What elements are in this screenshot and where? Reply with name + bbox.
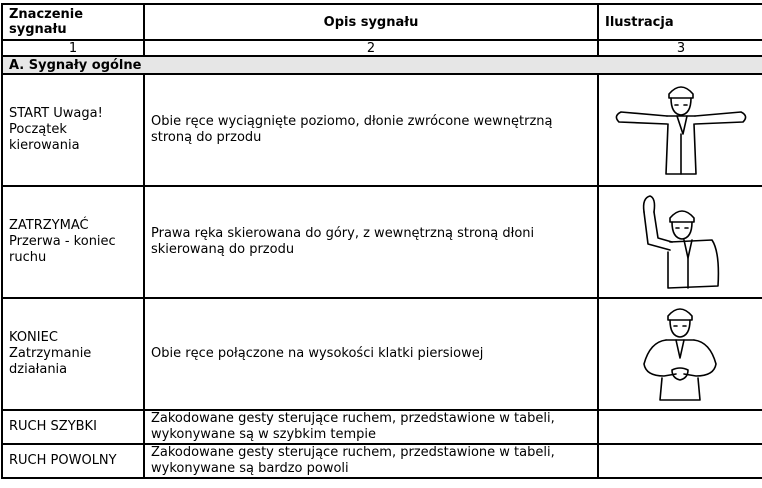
- signal-meaning: RUCH POWOLNY: [2, 444, 144, 478]
- signal-illustration: [598, 444, 762, 478]
- meaning-line: START Uwaga!: [9, 106, 103, 121]
- signals-table: [1, 3, 762, 479]
- header-meaning: Znaczenie sygnału: [2, 4, 144, 40]
- meaning-line: KONIEC: [9, 330, 58, 345]
- meaning-line: Początek: [9, 122, 67, 137]
- section-row: [2, 56, 762, 74]
- meaning-line: Zatrzymanie: [9, 346, 92, 361]
- hands-joined-chest-signal-icon: [626, 304, 736, 404]
- header-description: Opis sygnału: [144, 4, 598, 40]
- meaning-line: kierowania: [9, 138, 80, 153]
- column-number-3: 3: [598, 40, 762, 56]
- column-number-1: 1: [2, 40, 144, 56]
- meaning-line: Przerwa - koniec: [9, 234, 116, 249]
- signal-meaning: [2, 186, 144, 298]
- signal-description: Zakodowane gesty sterujące ruchem, przedstawione w tabeli, wykonywane są w szybkim tempie: [144, 410, 598, 444]
- signal-illustration: [598, 410, 762, 444]
- meaning-line: działania: [9, 362, 68, 377]
- column-number-2: 2: [144, 40, 598, 56]
- table-row: [2, 186, 762, 298]
- signal-description: Prawa ręka skierowana do góry, z wewnętrzną stroną dłoni skierowaną do przodu: [144, 186, 598, 298]
- table-row: [2, 444, 762, 478]
- right-arm-raised-signal-icon: [626, 192, 736, 292]
- arms-horizontal-signal-icon: [611, 82, 751, 178]
- table-row: [2, 74, 762, 186]
- signal-meaning: RUCH SZYBKI: [2, 410, 144, 444]
- signal-description: Obie ręce połączone na wysokości klatki piersiowej: [144, 298, 598, 410]
- meaning-line: ZATRZYMAĆ: [9, 218, 89, 233]
- signal-illustration: [598, 74, 762, 186]
- signal-meaning: [2, 74, 144, 186]
- header-illustration: Ilustracja: [598, 4, 762, 40]
- header-row: [2, 4, 762, 40]
- meaning-line: ruchu: [9, 250, 47, 265]
- signal-description: Obie ręce wyciągnięte poziomo, dłonie zwrócone wewnętrzną stroną do przodu: [144, 74, 598, 186]
- section-title: A. Sygnały ogólne: [2, 56, 762, 74]
- column-numbers-row: [2, 40, 762, 56]
- table-row: [2, 410, 762, 444]
- signal-description: Zakodowane gesty sterujące ruchem, przedstawione w tabeli, wykonywane są bardzo powoli: [144, 444, 598, 478]
- signal-illustration: [598, 298, 762, 410]
- signal-meaning: [2, 298, 144, 410]
- table-row: [2, 298, 762, 410]
- signal-illustration: [598, 186, 762, 298]
